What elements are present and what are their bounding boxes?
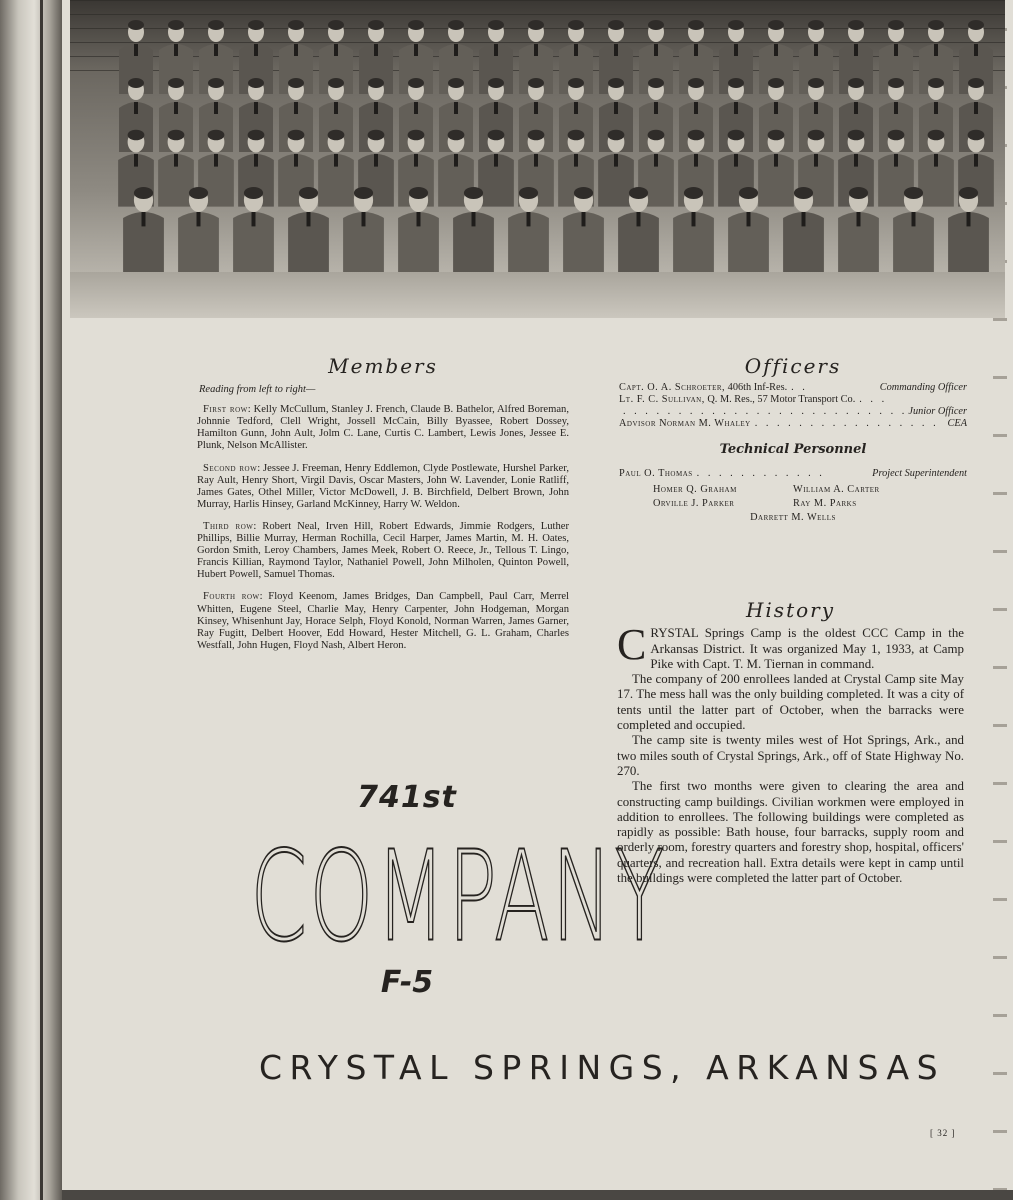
members-row-3 (197, 521, 569, 581)
row-names: : Kelly McCullum, Stanley J. French, Claude B. Bathelor, Alfred Boreman, Johnnie Tedford, Clell Wright, Jossell McCain, Billy Byassee, Robert Dossey, Hamilton Gunn, John Ault, Jolm C. Lane, Curtis C. Lambert, Lewis Jones, Jessee E. Plunk, Nelson McAllister. (197, 404, 569, 452)
officers-heading: Officers (744, 354, 842, 378)
officer-role: Junior Officer (908, 406, 967, 417)
officer-role: CEA (947, 418, 967, 429)
officer-unit: Q. M. Res., 57 Motor Transport Co. (707, 394, 856, 405)
row-names: : Jessee J. Freeman, Henry Eddlemon, Clyde Postlewate, Hurshel Parker, Ray Ault, Henry Short, Virgil Davis, Oscar Masters, John W. Lavender, Lonie Ratliff, James Gates, Othel Miller, Victor McDowell, J. B. Birchfield, Delbert Brown, John Murray, Harlis Hinsey, Garland McKinney, Harry W. Weldon. (197, 462, 569, 510)
company-code: F-5 (380, 965, 434, 1000)
members-heading: Members (328, 354, 438, 378)
company-title (242, 780, 667, 1000)
spine-edge (40, 0, 43, 1200)
drop-cap: C (617, 620, 647, 670)
members-row-1 (197, 404, 569, 452)
officer-line-2b: . . . . . . . . . . . . . . . . . . . . . . . . . . Junior Officer (623, 406, 967, 417)
group-photo-figures (70, 0, 1005, 318)
yearbook-page (62, 0, 1013, 1190)
officer-line-1: Capt. O. A. Schroeter, 406th Inf-Res. . . Commanding Officer (619, 382, 967, 393)
photo-floor (70, 272, 1005, 318)
technical-name: Orville J. Parker (653, 498, 735, 509)
technical-name: Ray M. Parks (793, 498, 857, 509)
history-section (617, 598, 964, 886)
history-paragraph-4: The first two months were given to clearing the area and constructing camp buildings. Civilian workmen were employed in addition to enrollees. The following buildings were completed as rapidly as possible: Bath house, four barracks, supply room and orderly room, forestry quarters and forestry shop, hospital, officers' quarters, and recreation hall. Extra details were kept in camp until the buildings were completed the latter part of October. (617, 779, 964, 886)
members-row-2 (197, 463, 569, 511)
technical-lead-name: Paul O. Thomas (619, 468, 693, 479)
technical-name-last: Darrett M. Wells (750, 512, 836, 523)
members-lead: Reading from left to right— (199, 384, 316, 396)
history-paragraph-3: The camp site is twenty miles west of Hot Springs, Ark., and two miles south of Crystal Springs, Ark., off of State Highway No. 270. (617, 733, 964, 778)
book-spine (0, 0, 62, 1200)
location-title: CRYSTAL SPRINGS, ARKANSAS (258, 1048, 946, 1087)
history-heading: History (745, 598, 836, 622)
row-label: Third row (203, 520, 254, 532)
history-paragraph-2: The company of 200 enrollees landed at Crystal Camp site May 17. The mess hall was the only building completed. It was a city of tents until the latter part of October, when the barracks were completed and occupied. (617, 672, 964, 733)
row-label: Fourth row (203, 591, 260, 603)
technical-heading: Technical Personnel (719, 442, 867, 457)
officer-name: Lt. F. C. Sullivan, (619, 394, 705, 405)
page-number: [ 32 ] (930, 1128, 956, 1138)
members-section (197, 354, 570, 662)
technical-names (619, 484, 967, 510)
history-text: RYSTAL Springs Camp is the oldest CCC Camp in the Arkansas District. It was organized May 1, 1933, at Camp Pike with Capt. T. M. Tiernan in command. (650, 626, 964, 671)
row-label: First row (203, 404, 248, 416)
group-photo (70, 0, 1005, 318)
technical-name: William A. Carter (793, 484, 880, 495)
row-label: Second row (203, 462, 258, 474)
officer-line-3: Advisor Norman M. Whaley . . . . . . . . . . . . . . . . . CEA (619, 418, 967, 429)
company-number: 741st (357, 780, 457, 815)
technical-name: Homer Q. Graham (653, 484, 737, 495)
members-row-4 (197, 591, 569, 651)
officer-line-2: Lt. F. C. Sullivan, Q. M. Res., 57 Motor Transport Co. . . . (619, 394, 888, 405)
officer-unit: 406th Inf-Res. (727, 382, 788, 393)
technical-lead: Paul O. Thomas . . . . . . . . . . . . Project Superintendent (619, 468, 967, 479)
officer-role: Commanding Officer (879, 382, 967, 393)
row-names: : Floyd Keenom, James Bridges, Dan Campbell, Paul Carr, Merrel Whitten, Eugene Steel, Charlie May, Henry Carpenter, John Hodgeman, Morgan Kinsey, Whisenhunt Jay, Horace Selph, Floyd Konold, Norman Warren, James Garner, Ray Fugitt, Delbert Hoover, Edd Howard, Hester Mitchell, G. L. Graham, Charles Westfall, John Hugen, Floyd Nash, Albert Heron. (197, 591, 570, 651)
row-names: : Robert Neal, Irven Hill, Robert Edwards, Jimmie Rodgers, Luther Phillips, Billie Murray, Herman Rochilla, Cecil Harper, James Martin, M. H. Oates, Gordon Smith, Leroy Chambers, James Meek, Robert O. Reece, Jr., Tellous T. Lingo, Francis Killian, Raymond Taylor, Nathaniel Powell, John Milholen, Quinton Powell, Hubert Powell, Samuel Thomas. (197, 520, 569, 581)
officer-name: Capt. O. A. Schroeter, (619, 382, 726, 393)
history-paragraph-1 (617, 620, 964, 672)
officer-name: Advisor Norman M. Whaley (619, 418, 751, 429)
officers-section (619, 354, 967, 524)
technical-lead-role: Project Superintendent (872, 468, 967, 479)
company-word: COMPANY (250, 825, 667, 970)
